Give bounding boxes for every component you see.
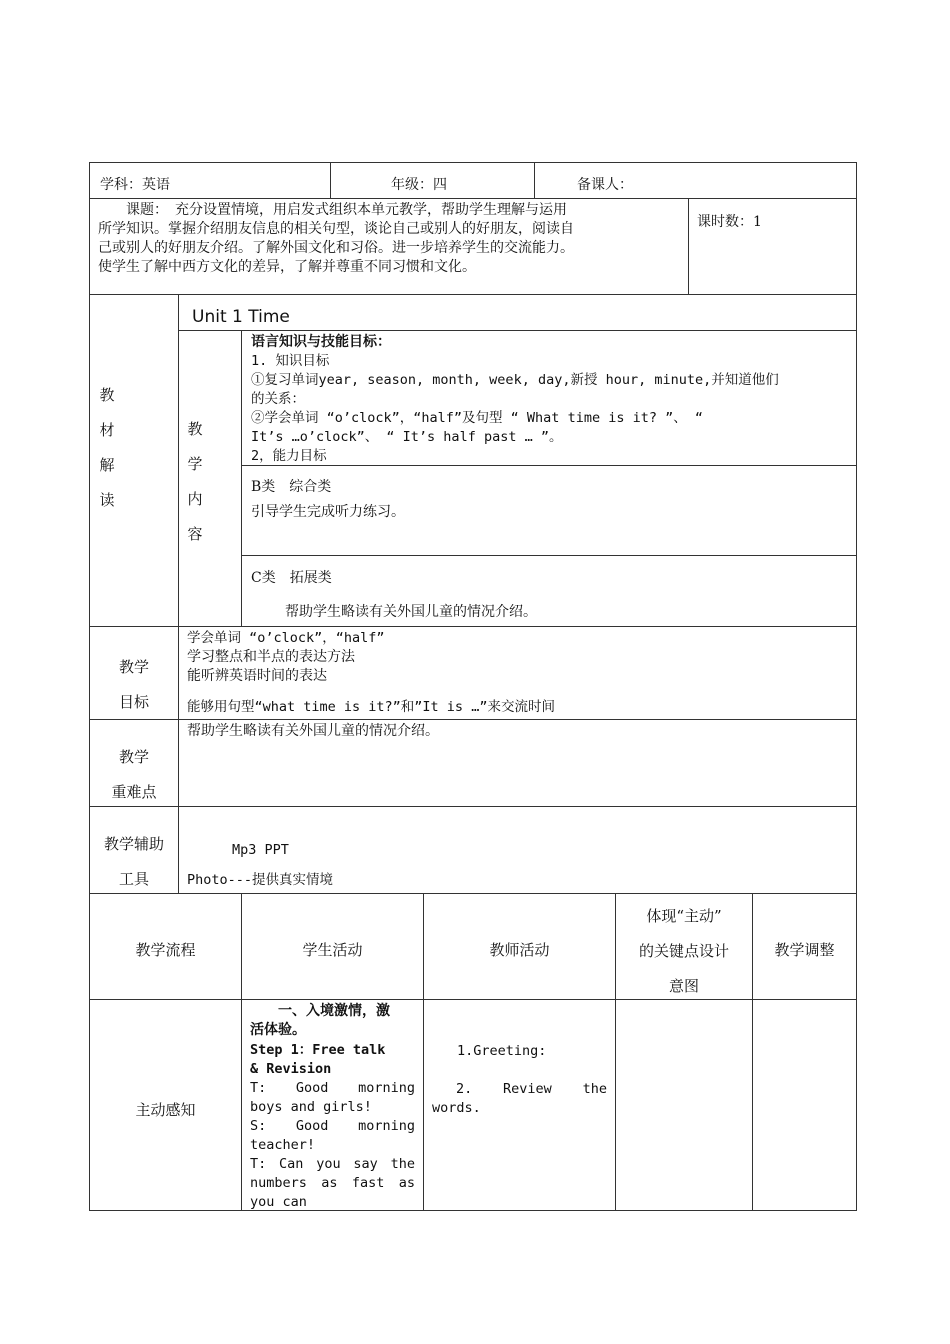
col-divider xyxy=(241,330,242,626)
knowledge-goal-line: ②学会单词 “o’clock”，“half”及句型 “ What time is it? ”、 “ xyxy=(251,410,703,426)
content-label xyxy=(180,412,210,552)
row-divider xyxy=(89,806,857,807)
flow-header-intent-line: 的关键点设计 xyxy=(638,942,729,960)
material-label-char: 教 xyxy=(99,386,115,404)
row-divider xyxy=(89,893,857,894)
category-c-text: 帮助学生略读有关外国儿童的情况介绍。 xyxy=(285,604,537,620)
keypoints-label-line: 教学 xyxy=(118,748,149,766)
tools-label xyxy=(89,827,179,897)
topic-line: 己或别人的好朋友介绍。了解外国文化和习俗。进一步培养学生的交流能力。 xyxy=(98,240,574,256)
row-divider xyxy=(89,626,857,627)
content-label-char: 教 xyxy=(187,420,203,438)
goals-label-line: 目标 xyxy=(118,693,149,711)
student-line: Step 1：Free talk xyxy=(250,1042,386,1058)
teacher-line: 1.Greeting: xyxy=(457,1043,547,1059)
tools-label-line: 工具 xyxy=(118,870,149,888)
content-label-char: 内 xyxy=(187,490,203,508)
knowledge-goal-line: It’s …o’clock”、 “ It’s half past … ”。 xyxy=(251,429,563,445)
knowledge-goal-line: 2，能力目标 xyxy=(251,448,327,464)
col-divider xyxy=(330,162,331,198)
category-c-title: C类 拓展类 xyxy=(251,570,332,586)
flow-header-process: 教学流程 xyxy=(135,941,196,959)
subject-cell: 学科：英语 xyxy=(100,177,170,193)
keypoints-label xyxy=(89,740,179,810)
content-label-char: 容 xyxy=(187,525,203,543)
flow-header-intent xyxy=(615,899,753,1004)
student-line: 一、入境激情，激 xyxy=(278,1003,390,1019)
goal-line: 学习整点和半点的表达方法 xyxy=(187,649,355,665)
category-b-title: B类 综合类 xyxy=(251,479,332,495)
student-line: T: Can you say the xyxy=(250,1156,415,1172)
topic-line: 所学知识。掌握介绍朋友信息的相关句型，谈论自己或别人的好朋友，阅读自 xyxy=(98,221,574,237)
row-divider xyxy=(89,198,857,199)
keypoints-text: 帮助学生略读有关外国儿童的情况介绍。 xyxy=(187,723,439,739)
student-line: you can xyxy=(250,1194,307,1210)
teacher-line: words. xyxy=(432,1100,481,1116)
goals-label xyxy=(89,650,179,720)
goal-line: 学会单词 “o’clock”，“half” xyxy=(187,630,385,646)
knowledge-goal-line: ①复习单词year, season, month, week, day,新授 hour, minute,并知道他们 xyxy=(251,372,779,388)
row-divider xyxy=(89,294,857,295)
student-line: & Revision xyxy=(250,1061,332,1077)
content-label-char: 学 xyxy=(187,455,203,473)
tools-line: Photo---提供真实情境 xyxy=(187,872,334,888)
knowledge-goal-line: 1. 知识目标 xyxy=(251,353,330,369)
table-border-top xyxy=(89,162,857,163)
flow-header-intent-line: 意图 xyxy=(668,977,699,995)
material-label-char: 读 xyxy=(99,491,115,509)
col-divider xyxy=(534,162,535,198)
goal-line: 能够用句型“what time is it?”和”It is …”来交流时间 xyxy=(187,699,555,715)
flow-stage: 主动感知 xyxy=(135,1101,196,1119)
preparer-cell: 备课人： xyxy=(577,177,633,193)
student-line: 活体验。 xyxy=(250,1022,306,1038)
row-divider xyxy=(89,719,857,720)
student-line: T: Good morning xyxy=(250,1080,415,1096)
row-divider xyxy=(241,555,857,556)
table-border-bottom xyxy=(89,1210,857,1211)
knowledge-goal-line: 的关系： xyxy=(251,391,305,407)
material-label xyxy=(92,378,122,518)
flow-header-adjust: 教学调整 xyxy=(774,941,835,959)
lesson-count: 课时数：1 xyxy=(697,214,762,230)
goals-label-line: 教学 xyxy=(118,658,149,676)
student-line: boys and girls! xyxy=(250,1099,372,1115)
topic-line: 课题： 充分设置情境，用启发式组织本单元教学，帮助学生理解与运用 xyxy=(98,202,567,218)
row-divider xyxy=(241,465,857,466)
col-divider xyxy=(688,198,689,294)
keypoints-label-line: 重难点 xyxy=(111,783,157,801)
topic-line: 使学生了解中西方文化的差异，了解并尊重不同习惯和文化。 xyxy=(98,259,476,275)
tools-line: Mp3 PPT xyxy=(232,842,289,858)
flow-header-student: 学生活动 xyxy=(302,941,363,959)
student-line: numbers as fast as xyxy=(250,1175,415,1191)
tools-label-line: 教学辅助 xyxy=(103,835,164,853)
category-b-text: 引导学生完成听力练习。 xyxy=(251,504,405,520)
flow-header-teacher: 教师活动 xyxy=(489,941,550,959)
material-label-char: 解 xyxy=(99,456,115,474)
teacher-line: 2. Review the xyxy=(456,1081,607,1097)
unit-title: Unit 1 Time xyxy=(192,307,290,327)
table-border-right xyxy=(856,162,857,1211)
grade-cell: 年级：四 xyxy=(391,177,447,193)
student-line: S: Good morning xyxy=(250,1118,415,1134)
goal-line: 能听辨英语时间的表达 xyxy=(187,668,327,684)
skill-goals-heading: 语言知识与技能目标： xyxy=(251,334,391,350)
flow-header-intent-line: 体现“主动” xyxy=(646,907,722,925)
material-label-char: 材 xyxy=(99,421,115,439)
row-divider xyxy=(178,330,857,331)
student-line: teacher! xyxy=(250,1137,316,1153)
